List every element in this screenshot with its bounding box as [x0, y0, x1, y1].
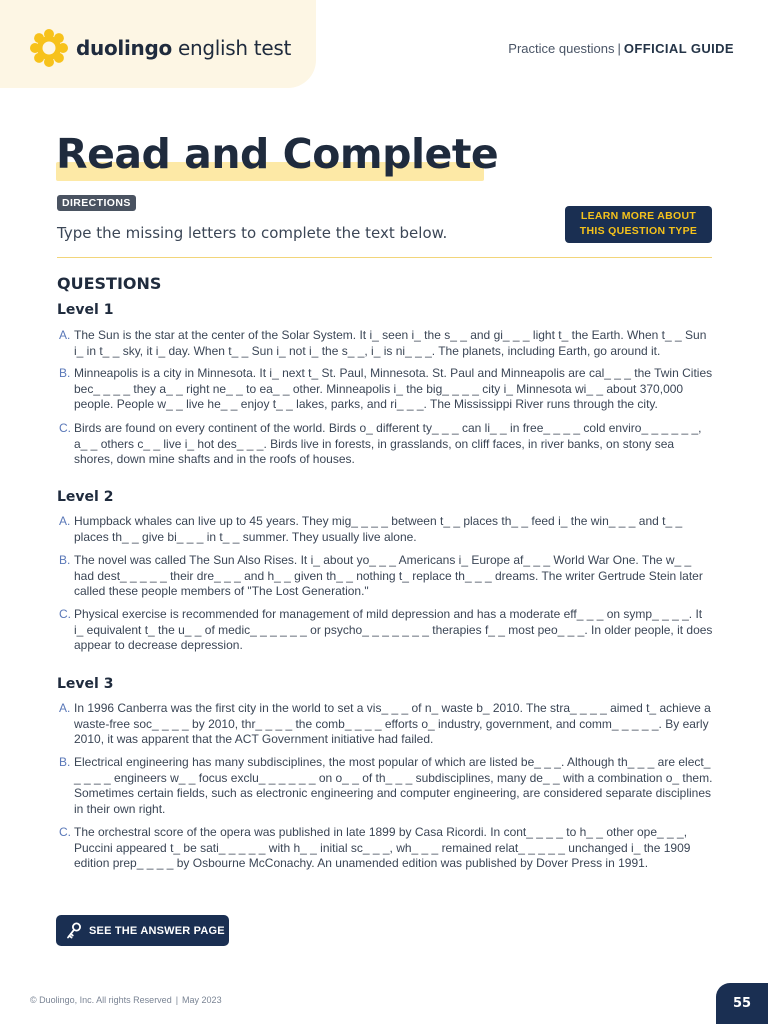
section-divider [57, 257, 712, 258]
level-1-title: Level 1 [57, 302, 114, 318]
question-item [59, 328, 714, 359]
brand-wordmark [76, 36, 291, 60]
level-2-title: Level 2 [57, 489, 114, 505]
question-letter: C. [59, 607, 71, 621]
header-separator: | [617, 41, 621, 56]
question-text: The Sun is the star at the center of the Solar System. It i_ seen i_ the s_ _ and gi_ _ _ light t_ the Earth. When t_ _ Sun i_ in t_ _ sky, it i_ day. When t_ _ Sun i_ not i_ the s_ _, i_ is ni_ _ _. The planets, including Earth, go around it. [74, 328, 707, 358]
question-letter: A. [59, 514, 71, 528]
level-3-title: Level 3 [57, 676, 114, 692]
header-guide: OFFICIAL GUIDE [623, 41, 734, 56]
question-text: Humpback whales can live up to 45 years. They mig_ _ _ _ between t_ _ places th_ _ feed i_ the win_ _ _ and t_ _ places th_ _ give bi_ _ _ in t_ _ summer. They usually live alone. [74, 514, 683, 544]
question-text: Minneapolis is a city in Minnesota. It i_ next t_ St. Paul, Minnesota. St. Paul and Minneapolis are cal_ _ _ the Twin Cities bec_ _ _ _ they a_ _ right ne_ _ to ea_ _ other. Minneapolis i_ the big_ _ _ _ city i_ Minnesota wi_ _ about 370,000 people. People w_ _ live he_ _ enjoy t_ _ lakes, parks, and ri_ _ _. The Mississippi River runs through the city. [74, 366, 713, 411]
brand-wordmark-light: english test [177, 36, 292, 60]
question-text: Electrical engineering has many subdisciplines, the most popular of which are listed be_ _ _. Although th_ _ _ are elect_ _ _ _ _ engineers w_ _ focus exclu_ _ _ _ _ _ on o_ _ of th_ _ _ subdisciplines, many de_ _ with a combination o_ them. Sometimes certain fields, such as electronic engineering and computer engineering, are considered separate disciplines in their own right. [74, 755, 713, 816]
question-letter: B. [59, 553, 71, 567]
questions-heading: QUESTIONS [57, 274, 162, 293]
footer-date: May 2023 [182, 995, 222, 1005]
duolingo-sun-logo-icon [30, 29, 68, 67]
question-letter: B. [59, 755, 71, 769]
page-number: 55 [716, 983, 768, 1024]
question-item [59, 514, 714, 545]
header-section-label [508, 41, 734, 56]
question-letter: A. [59, 328, 71, 342]
learn-more-line2: THIS QUESTION TYPE [579, 225, 698, 237]
question-letter: C. [59, 421, 71, 435]
question-item [59, 825, 714, 872]
page-title: Read and Complete [56, 130, 499, 178]
question-text: The orchestral score of the opera was published in late 1899 by Casa Ricordi. In cont_ _ _ _ to h_ _ other ope_ _ _, Puccini appeared t_ be sati_ _ _ _ _ with h_ _ initial sc_ _ _, wh_ _ _ remained relat_ _ _ _ _ unchanged i_ the 1909 edition prep_ _ _ _ by Osbourne McConachy. An unamended edition was published by Dover Press in 1991. [74, 825, 691, 870]
question-text: Physical exercise is recommended for management of mild depression and has a moderate eff_ _ _ on symp_ _ _ _. It i_ equivalent t_ the u_ _ of medic_ _ _ _ _ _ or psycho_ _ _ _ _ _ _ therapies f_ _ most peo_ _ _. In older people, it does appear to decrease depression. [74, 607, 713, 652]
question-letter: C. [59, 825, 71, 839]
question-item [59, 607, 714, 654]
footer-separator: | [175, 995, 179, 1005]
footer-copyright [30, 995, 222, 1005]
question-item [59, 701, 714, 748]
question-text: In 1996 Canberra was the first city in the world to set a vis_ _ _ of n_ waste b_ 2010. The stra_ _ _ _ aimed t_ achieve a waste-free soc_ _ _ _ by 2010, thr_ _ _ _ the comb_ _ _ _ efforts o_ industry, government, and comm_ _ _ _ _. By early 2010, it was apparent that the ACT Government initiative had failed. [74, 701, 711, 746]
question-item [59, 421, 714, 468]
learn-more-button[interactable] [565, 206, 712, 243]
brand-wordmark-bold: duolingo [76, 36, 172, 60]
directions-badge: DIRECTIONS [57, 195, 136, 211]
page-title-wrap [56, 128, 498, 180]
learn-more-line1: LEARN MORE ABOUT [580, 210, 697, 222]
directions-text: Type the missing letters to complete the text below. [57, 224, 448, 242]
question-item [59, 553, 714, 600]
question-text: Birds are found on every continent of the world. Birds o_ different ty_ _ _ can li_ _ in free_ _ _ _ cold enviro_ _ _ _ _ _, a_ _ others c_ _ live i_ hot des_ _ _. Birds live in forests, in grasslands, on cliff faces, in river banks, on stony sea shores, down mine shafts and in the roofs of houses. [74, 421, 702, 466]
question-item [59, 366, 714, 413]
question-item [59, 755, 714, 817]
footer-copyright-text: © Duolingo, Inc. All rights Reserved [30, 995, 172, 1005]
question-letter: B. [59, 366, 71, 380]
header-logo-tab [0, 0, 316, 88]
key-icon [66, 922, 82, 940]
header-section: Practice questions [508, 41, 615, 56]
see-answer-label: SEE THE ANSWER PAGE [89, 924, 225, 937]
question-text: The novel was called The Sun Also Rises. It i_ about yo_ _ _ Americans i_ Europe af_ _ _ World War One. The w_ _ had dest_ _ _ _ _ their dre_ _ _ and h_ _ given th_ _ nothing t_ replace th_ _ _ dreams. The writer Gertrude Stein later called these people members of "The Lost Generation." [74, 553, 703, 598]
duolingo-logo [30, 29, 291, 67]
see-answer-button[interactable] [56, 915, 229, 946]
question-letter: A. [59, 701, 71, 715]
